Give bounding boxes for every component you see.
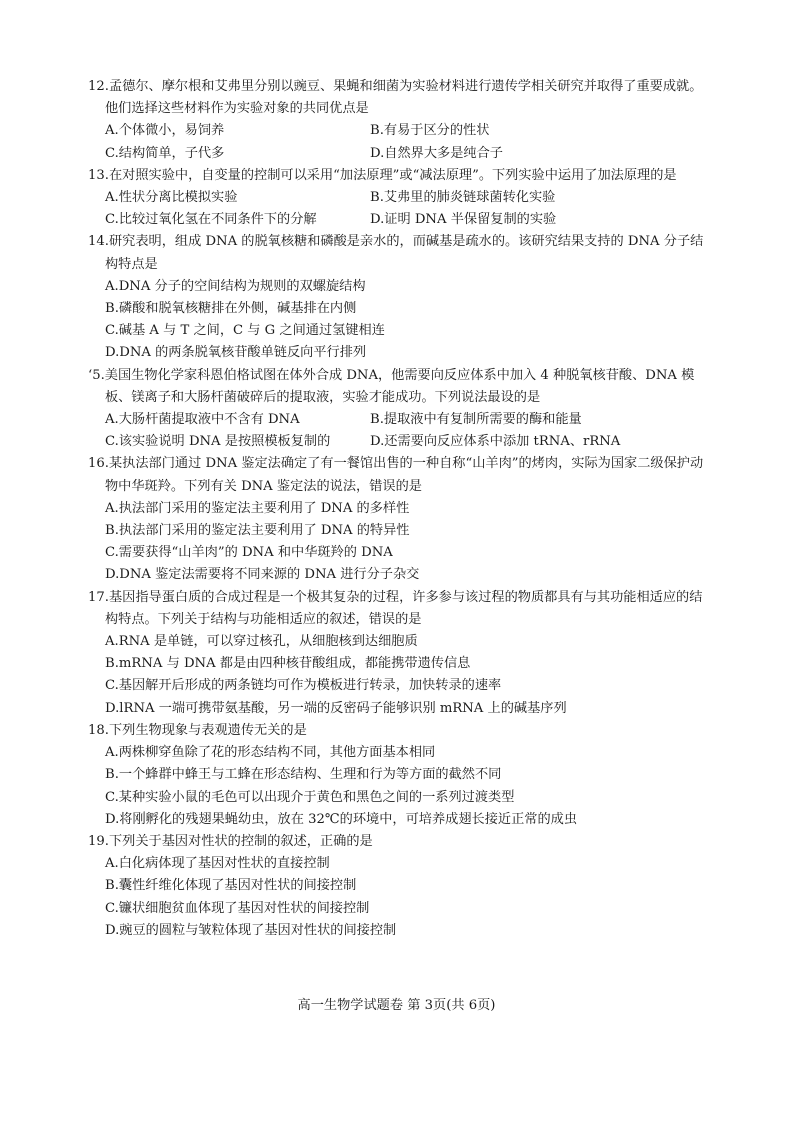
question-stem: 14.研究表明，组成 DNA 的脱氧核糖和磷酸是亲水的，而碱基是疏水的。该研究结果支持的 DNA 分子结构特点是 [88,234,704,272]
option-c: C.某种实验小鼠的毛色可以出现介于黄色和黑色之间的一系列过渡类型 [105,789,515,805]
question-17 [88,587,708,720]
option-d: D.还需要向反应体系中添加 tRNA、rRNA [370,434,621,450]
question-15 [88,365,708,454]
option-c: C.比较过氧化氢在不同条件下的分解 [105,212,317,228]
option-a: A.两株柳穿鱼除了花的形态结构不同，其他方面基本相同 [105,745,436,761]
options [88,276,708,365]
option-b: B.囊性纤维化体现了基因对性状的间接控制 [105,878,357,894]
option-a: A.白化病体现了基因对性状的直接控制 [105,856,330,872]
option-d: D.DNA 鉴定法需要将不同来源的 DNA 进行分子杂交 [105,567,420,583]
option-c: C.结构简单，子代多 [105,145,225,161]
option-d: D.豌豆的圆粒与皱粒体现了基因对性状的间接控制 [105,922,397,938]
option-b: B.磷酸和脱氧核糖排在外侧，碱基排在内侧 [105,301,357,317]
question-18 [88,720,708,831]
options [88,742,708,831]
options [88,853,708,942]
option-b: B.mRNA 与 DNA 都是由四种核苷酸组成，都能携带遗传信息 [105,656,471,672]
question-list [88,76,708,942]
option-a: A.个体微小，易饲养 [105,123,225,139]
question-19 [88,831,708,942]
option-d: D.自然界大多是纯合子 [370,145,503,161]
question-16 [88,453,708,586]
options [88,409,708,453]
option-c: C.需要获得“山羊肉”的 DNA 和中华斑羚的 DNA [105,545,393,561]
option-a: A.性状分离比模拟实验 [105,190,238,206]
option-b: B.提取液中有复制所需要的酶和能量 [370,412,582,428]
question-stem: 18.下列生物现象与表观遗传无关的是 [88,722,307,738]
option-c: C.镰状细胞贫血体现了基因对性状的间接控制 [105,900,370,916]
option-a: A.大肠杆菌提取液中不含有 DNA [105,412,300,428]
option-c: C.碱基 A 与 T 之间，C 与 G 之间通过氢键相连 [105,323,385,339]
options [88,498,708,587]
question-14 [88,231,708,364]
option-c: C.基因解开后形成的两条链均可作为模板进行转录，加快转录的速率 [105,678,502,694]
option-b: B.有易于区分的性状 [370,123,490,139]
option-a: A.RNA 是单链，可以穿过核孔，从细胞核到达细胞质 [105,634,418,650]
page-footer: 高一生物学试题卷 第 3页(共 6页) [297,998,496,1013]
option-b: B.艾弗里的肺炎链球菌转化实验 [370,190,556,206]
options [88,120,708,164]
question-stem: 19.下列关于基因对性状的控制的叙述，正确的是 [88,833,373,849]
option-d: D.将刚孵化的残翅果蝇幼虫，放在 32℃的环境中，可培养成翅长接近正常的成虫 [105,811,578,827]
question-stem: 17.基因指导蛋白质的合成过程是一个极其复杂的过程，许多参与该过程的物质都具有与其功能相适应的结构特点。下列关于结构与功能相适应的叙述，错误的是 [88,589,703,627]
option-d: D.lRNA 一端可携带氨基酸，另一端的反密码子能够识别 mRNA 上的碱基序列 [105,700,567,716]
question-stem: 12.孟德尔、摩尔根和艾弗里分别以豌豆、果蝇和细菌为实验材料进行遗传学相关研究并取得了重要成就。他们选择这些材料作为实验对象的共同优点是 [88,79,703,117]
question-stem: 13.在对照实验中，自变量的控制可以采用“加法原理”或“减法原理”。下列实验中运用了加法原理的是 [88,167,677,183]
option-a: A.执法部门采用的鉴定法主要利用了 DNA 的多样性 [105,500,410,516]
option-c: C.该实验说明 DNA 是按照模板复制的 [105,434,331,450]
question-stem: ‘5.美国生物化学家科恩伯格试图在体外合成 DNA，他需要向反应体系中加入 4 种脱氧核苷酸、DNA 模板、镁离子和大肠杆菌破碎后的提取液，实验才能成功。下列说法最设的是 [88,367,695,405]
option-b: B.一个蜂群中蜂王与工蜂在形态结构、生理和行为等方面的截然不同 [105,767,502,783]
option-b: B.执法部门采用的鉴定法主要利用了 DNA 的特异性 [105,523,410,539]
options [88,187,708,231]
option-a: A.DNA 分子的空间结构为规则的双螺旋结构 [105,278,366,294]
option-d: D.DNA 的两条脱氧核苷酸单链反向平行排列 [105,345,367,361]
question-13 [88,165,708,232]
options [88,631,708,720]
option-d: D.证明 DNA 半保留复制的实验 [370,212,557,228]
question-stem: 16.某执法部门通过 DNA 鉴定法确定了有一餐馆出售的一种自称“山羊肉”的烤肉，实际为国家二级保护动物中华斑羚。下列有关 DNA 鉴定法的说法，错误的是 [88,456,704,494]
question-12 [88,76,708,165]
